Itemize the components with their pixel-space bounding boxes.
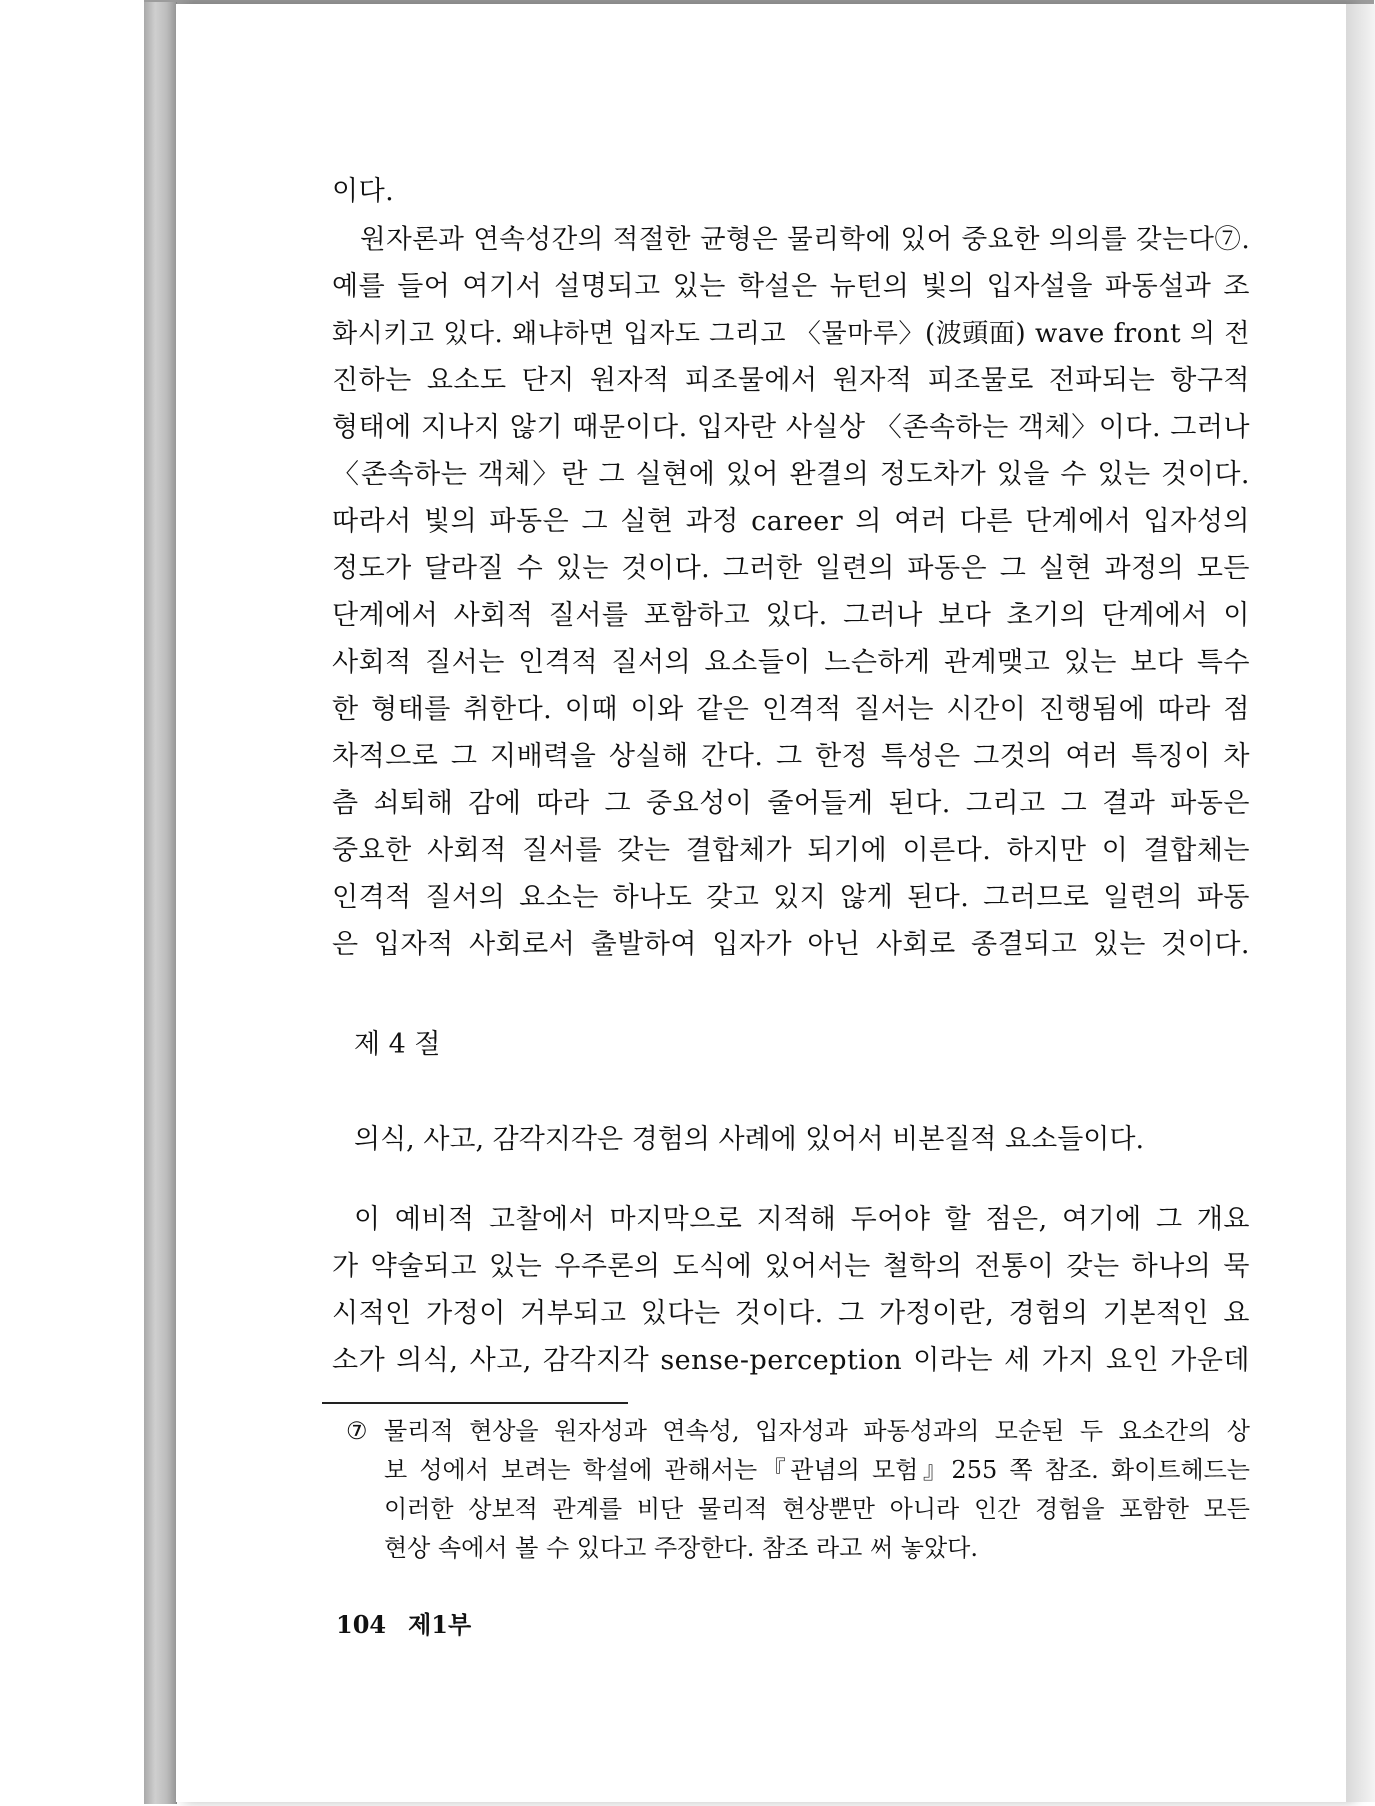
body-line: 은 입자적 사회로서 출발하여 입자가 아닌 사회로 종결되고 있는 것이다. (332, 929, 1250, 960)
footnote-line: 물리적 현상을 원자성과 연속성, 입자성과 파동성과의 모순된 두 요소간의 상 (384, 1417, 1250, 1445)
footnote-line: 이러한 상보적 관계를 비단 물리적 현상뿐만 아니라 인간 경험을 포함한 모든 (384, 1495, 1250, 1523)
section-subtitle: 의식, 사고, 감각지각은 경험의 사례에 있어서 비본질적 요소들이다. (354, 1124, 1145, 1155)
body-line: 단계에서 사회적 질서를 포함하고 있다. 그러나 보다 초기의 단계에서 이 (332, 600, 1250, 631)
body-line: 따라서 빛의 파동은 그 실현 과정 career 의 여러 다른 단계에서 입자성의 (332, 506, 1250, 537)
body-line: 이 예비적 고찰에서 마지막으로 지적해 두어야 할 점은, 여기에 그 개요 (354, 1204, 1250, 1235)
body-line: 정도가 달라질 수 있는 것이다. 그러한 일련의 파동은 그 실현 과정의 모든 (332, 553, 1250, 584)
body-line: 진하는 요소도 단지 원자적 피조물에서 원자적 피조물로 전파되는 항구적 (332, 365, 1250, 396)
body-line: 차적으로 그 지배력을 상실해 간다. 그 한정 특성은 그것의 여러 특징이 차 (332, 741, 1250, 772)
body-line: 한 형태를 취한다. 이때 이와 같은 인격적 질서는 시간이 진행됨에 따라 점 (332, 694, 1250, 725)
body-line: 형태에 지나지 않기 때문이다. 입자란 사실상 〈존속하는 객체〉이다. 그러나 (332, 412, 1250, 443)
part-label: 제1부 (408, 1610, 472, 1639)
body-line: 〈존속하는 객체〉란 그 실현에 있어 완결의 정도차가 있을 수 있는 것이다. (332, 459, 1250, 490)
page-number: 104 (336, 1610, 387, 1639)
body-line: 이다. (332, 176, 395, 207)
body-line: 화시키고 있다. 왜냐하면 입자도 그리고 〈물마루〉(波頭面) wave front 의 전 (332, 319, 1250, 349)
footnote-rule (322, 1402, 628, 1404)
body-line: 인격적 질서의 요소는 하나도 갖고 있지 않게 된다. 그러므로 일련의 파동 (332, 882, 1250, 913)
body-line: 예를 들어 여기서 설명되고 있는 학설은 뉴턴의 빛의 입자설을 파동설과 조 (332, 271, 1250, 302)
footnote-line: 보 성에서 보려는 학설에 관해서는『관념의 모험』255 쪽 참조. 화이트헤드는 (384, 1456, 1250, 1484)
body-line: 사회적 질서는 인격적 질서의 요소들이 느슨하게 관계맺고 있는 보다 특수 (332, 647, 1250, 678)
body-line: 중요한 사회적 질서를 갖는 결합체가 되기에 이른다. 하지만 이 결합체는 (332, 835, 1250, 866)
footnote-marker: ⑦ (346, 1417, 368, 1445)
book-spine-edge (144, 2, 177, 1804)
body-line: 가 약술되고 있는 우주론의 도식에 있어서는 철학의 전통이 갖는 하나의 묵 (332, 1251, 1250, 1282)
page-edge-shadow (1346, 4, 1375, 1802)
body-line: 소가 의식, 사고, 감각지각 sense-perception 이라는 세 가지 요인 가운데 (332, 1345, 1250, 1376)
body-line: 원자론과 연속성간의 적절한 균형은 물리학에 있어 중요한 의의를 갖는다⑦. (360, 224, 1251, 255)
page-footer (336, 1607, 493, 1643)
body-line: 츰 쇠퇴해 감에 따라 그 중요성이 줄어들게 된다. 그리고 그 결과 파동은 (332, 788, 1250, 819)
section-heading: 제 4 절 (354, 1029, 441, 1060)
footnote-line: 현상 속에서 볼 수 있다고 주장한다. 참조 라고 써 놓았다. (384, 1534, 978, 1562)
body-line: 시적인 가정이 거부되고 있다는 것이다. 그 가정이란, 경험의 기본적인 요 (332, 1298, 1250, 1329)
